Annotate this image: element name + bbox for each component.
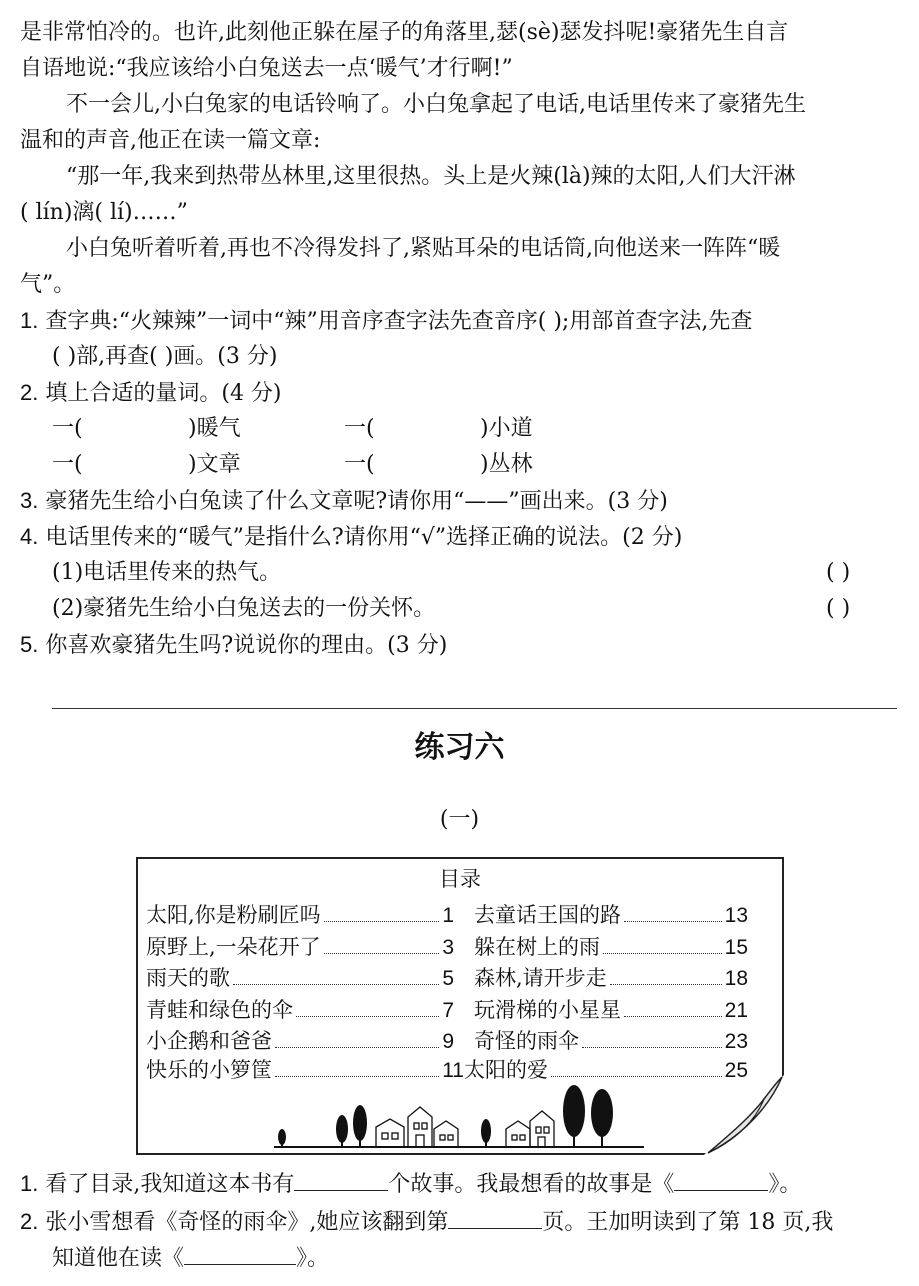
table-of-contents: [136, 857, 784, 1155]
bottom-question-2: 2. 张小雪想看《奇怪的雨伞》,她应该翻到第 页。王加明读到了第 18 页,我: [20, 1204, 833, 1238]
toc-item: 小企鹅和爸爸 9: [146, 1029, 454, 1053]
measure-word-blank-3-prefix: 一(: [52, 452, 83, 477]
question-4: 4. 电话里传来的“暖气”是指什么?请你用“√”选择正确的说法。(2 分): [20, 524, 683, 550]
measure-word-blank-4-prefix: 一(: [344, 452, 375, 477]
toc-item: 雨天的歌 5: [146, 966, 454, 990]
question-2: 2. 填上合适的量词。(4 分): [20, 380, 282, 406]
toc-item: 去童话王国的路 13: [474, 903, 748, 927]
toc-item: 玩滑梯的小星星 21: [474, 998, 748, 1022]
measure-word-blank-2-suffix: )小道: [480, 416, 533, 441]
question-4-option-2: (2)豪猪先生给小白兔送去的一份关怀。: [52, 596, 436, 621]
section-divider: [52, 708, 897, 709]
toc-item: 太阳的爱 25: [464, 1058, 748, 1082]
passage-line-7: 小白兔听着听着,再也不冷得发抖了,紧贴耳朵的电话筒,向他送来一阵阵“暖: [66, 236, 781, 261]
village-illustration: [268, 1081, 648, 1151]
toc-item: 森林,请开步走 18: [474, 966, 748, 990]
measure-word-blank-1-prefix: 一(: [52, 416, 83, 441]
toc-item: 奇怪的雨伞 23: [474, 1029, 748, 1053]
bottom-question-1: 1. 看了目录,我知道这本书有 个故事。我最想看的故事是《 》。: [20, 1166, 801, 1200]
toc-title: 目录: [439, 867, 481, 891]
passage-line-4: 温和的声音,他正在读一篇文章:: [20, 128, 321, 153]
passage-line-5: “那一年,我来到热带丛林里,这里很热。头上是火辣(là)辣的太阳,人们大汗淋: [66, 164, 796, 189]
toc-item: 躲在树上的雨 15: [474, 935, 748, 959]
question-4-option-1-check[interactable]: ( ): [826, 560, 851, 585]
favorite-story-blank[interactable]: [674, 1166, 768, 1191]
passage-line-3: 不一会儿,小白兔家的电话铃响了。小白兔拿起了电话,电话里传来了豪猪先生: [66, 92, 806, 117]
page-number-blank[interactable]: [448, 1204, 542, 1229]
toc-item: 快乐的小箩筐 11: [146, 1058, 464, 1082]
measure-word-blank-2-prefix: 一(: [344, 416, 375, 441]
page-curl-icon: [704, 1075, 784, 1155]
question-4-option-2-check[interactable]: ( ): [826, 596, 851, 621]
question-1-line2: ( )部,再查( )画。(3 分): [52, 344, 278, 369]
section-subtitle: (一): [439, 807, 480, 832]
passage-line-6: ( lín)漓( lí)……”: [20, 200, 188, 225]
question-4-option-1: (1)电话里传来的热气。: [52, 560, 282, 585]
question-5: 5. 你喜欢豪猪先生吗?说说你的理由。(3 分): [20, 632, 448, 658]
toc-item: 青蛙和绿色的伞 7: [146, 998, 454, 1022]
bottom-question-2-line2: 知道他在读《 》。: [52, 1240, 329, 1274]
section-title: 练习六: [414, 730, 505, 765]
measure-word-blank-1-suffix: )暖气: [188, 416, 241, 441]
passage-line-2: 自语地说:“我应该给小白兔送去一点‘暖气’才行啊!”: [20, 56, 513, 81]
passage-line-1: 是非常怕冷的。也许,此刻他正躲在屋子的角落里,瑟(sè)瑟发抖呢!豪猪先生自言: [20, 20, 789, 45]
question-1-line1: 查字典:“火辣辣”一词中“辣”用音序查字法先查音序( );用部首查字法,先查: [45, 309, 753, 334]
story-title-blank[interactable]: [184, 1240, 296, 1265]
toc-item: 太阳,你是粉刷匠吗 1: [146, 903, 454, 927]
question-3: 3. 豪猪先生给小白兔读了什么文章呢?请你用“——”画出来。(3 分): [20, 488, 668, 514]
question-1: 1. 查字典:“火辣辣”一词中“辣”用音序查字法先查音序( );用部首查字法,先查: [20, 308, 753, 334]
measure-word-blank-3-suffix: )文章: [188, 452, 241, 477]
measure-word-blank-4-suffix: )丛林: [480, 452, 533, 477]
passage-line-8: 气”。: [20, 272, 76, 297]
toc-item: 原野上,一朵花开了 3: [146, 935, 454, 959]
story-count-blank[interactable]: [294, 1166, 388, 1191]
